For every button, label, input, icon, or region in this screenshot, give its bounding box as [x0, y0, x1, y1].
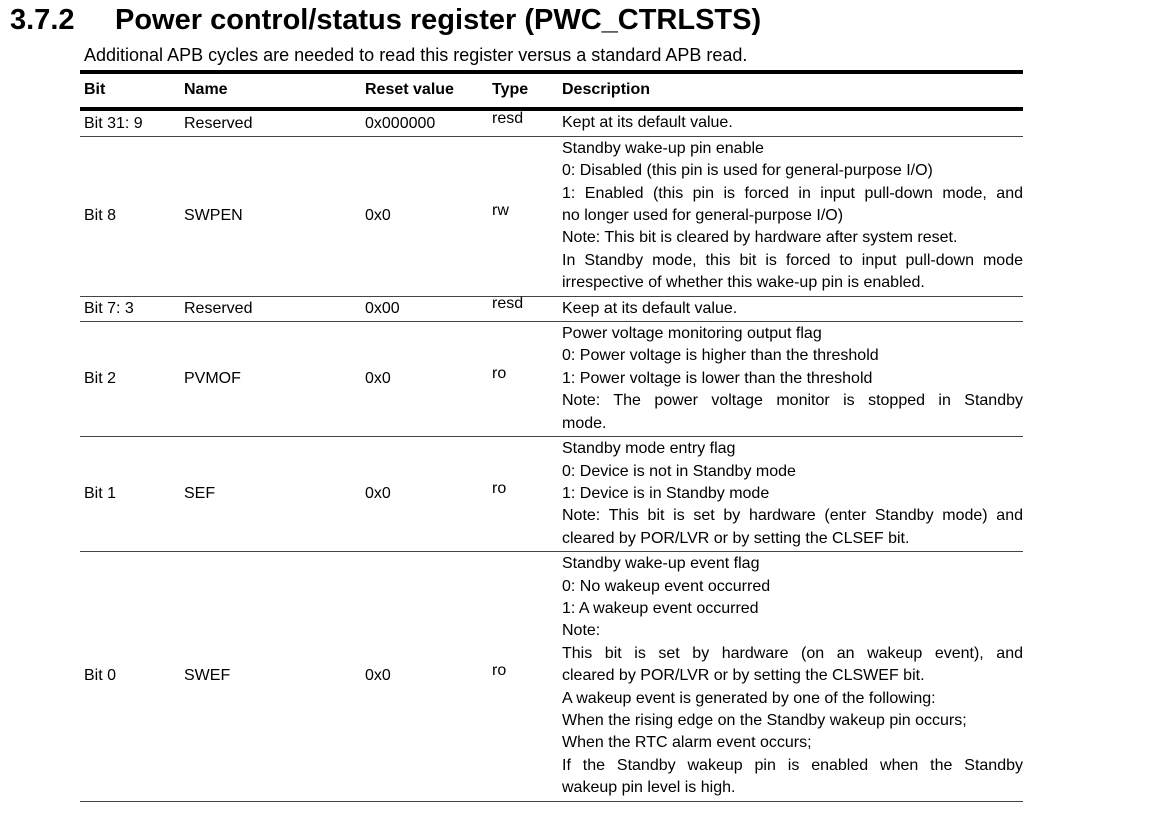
bit-cell: Bit 2	[84, 370, 117, 388]
description-line: Keep at its default value.	[562, 299, 738, 317]
table-row	[80, 322, 1023, 437]
bit-cell: Bit 31: 9	[84, 114, 143, 132]
description-line: 1: Device is in Standby mode	[562, 484, 770, 502]
description-cell	[562, 437, 1023, 551]
description-line: mode.	[562, 414, 607, 432]
name-cell: Reserved	[184, 299, 253, 317]
description-cell	[562, 552, 1023, 800]
description-line: 1: A wakeup event occurred	[562, 599, 759, 617]
bit-cell: Bit 8	[84, 207, 117, 225]
table-row	[80, 137, 1023, 297]
description-cell	[562, 137, 1023, 296]
description-line: Kept at its default value.	[562, 114, 733, 132]
name-cell: Reserved	[184, 114, 253, 132]
description-line: 1: Power voltage is lower than the threshold	[562, 369, 873, 387]
type-cell: rw	[492, 202, 509, 220]
description-line: Standby mode entry flag	[562, 440, 736, 458]
description-line: When the RTC alarm event occurs;	[562, 734, 812, 752]
table-row	[80, 437, 1023, 552]
table-row	[80, 294, 1023, 322]
section-number: 3.7.2	[10, 4, 75, 36]
description-line: 0: Power voltage is higher than the threshold	[562, 347, 879, 365]
description-line: wakeup pin level is high.	[562, 779, 736, 797]
description-cell	[562, 297, 1023, 321]
description-line: cleared by POR/LVR or by setting the CLSEF bit.	[562, 529, 910, 547]
description-line: 0: No wakeup event occurred	[562, 577, 771, 595]
table-body	[80, 111, 1023, 801]
description-line: Standby wake-up event flag	[562, 555, 760, 573]
description-line: Note: This bit is set by hardware (enter Standby mode) and	[562, 507, 1023, 525]
description-line: cleared by POR/LVR or by setting the CLSWEF bit.	[562, 667, 925, 685]
name-cell: PVMOF	[184, 370, 241, 388]
column-header-type: Type	[492, 81, 529, 99]
register-table	[80, 70, 1023, 802]
description-line: If the Standby wakeup pin is enabled when the Standby	[562, 756, 1023, 774]
column-header-reset-value: Reset value	[365, 81, 454, 99]
column-header-bit: Bit	[84, 81, 106, 99]
description-line: When the rising edge on the Standby wakeup pin occurs;	[562, 711, 967, 729]
reset-value-cell: 0x0	[365, 485, 391, 503]
type-cell: ro	[492, 480, 507, 498]
description-line: irrespective of whether this wake-up pin is enabled.	[562, 274, 925, 292]
description-cell	[562, 111, 1023, 135]
table-row	[80, 111, 1023, 136]
column-header-name: Name	[184, 81, 228, 99]
description-line: 0: Device is not in Standby mode	[562, 462, 796, 480]
table-header-row	[80, 74, 1023, 111]
type-cell: ro	[492, 662, 507, 680]
reset-value-cell: 0x0	[365, 667, 391, 685]
description-line: A wakeup event is generated by one of the following:	[562, 689, 936, 707]
page-title: Power control/status register (PWC_CTRLSTS)	[115, 4, 762, 36]
description-line: This bit is set by hardware (on an wakeup event), and	[562, 644, 1023, 662]
reset-value-cell: 0x0	[365, 207, 391, 225]
name-cell: SWPEN	[184, 207, 243, 225]
reset-value-cell: 0x000000	[365, 114, 436, 132]
section-heading	[10, 3, 761, 37]
name-cell: SWEF	[184, 667, 231, 685]
column-header-description: Description	[562, 81, 651, 98]
bit-cell: Bit 1	[84, 485, 117, 503]
bit-cell: Bit 0	[84, 667, 117, 685]
type-cell: resd	[492, 294, 524, 312]
name-cell: SEF	[184, 485, 216, 503]
reset-value-cell: 0x0	[365, 370, 391, 388]
reset-value-cell: 0x00	[365, 299, 400, 317]
description-line: Power voltage monitoring output flag	[562, 325, 822, 343]
intro-text: Additional APB cycles are needed to read this register versus a standard APB read.	[84, 45, 748, 65]
description-line: In Standby mode, this bit is forced to input pull-down mode	[562, 251, 1023, 269]
type-cell: ro	[492, 365, 507, 383]
description-line: Note: This bit is cleared by hardware after system reset.	[562, 229, 958, 247]
description-line: Note:	[562, 622, 601, 640]
bit-cell: Bit 7: 3	[84, 299, 134, 317]
type-cell: resd	[492, 109, 524, 127]
description-line: Standby wake-up pin enable	[562, 139, 764, 157]
table-row	[80, 552, 1023, 801]
description-line: 1: Enabled (this pin is forced in input pull-down mode, and	[562, 184, 1023, 202]
description-cell	[562, 322, 1023, 436]
description-line: no longer used for general-purpose I/O)	[562, 207, 844, 225]
description-line: 0: Disabled (this pin is used for general-purpose I/O)	[562, 162, 933, 180]
description-line: Note: The power voltage monitor is stopped in Standby	[562, 392, 1023, 410]
